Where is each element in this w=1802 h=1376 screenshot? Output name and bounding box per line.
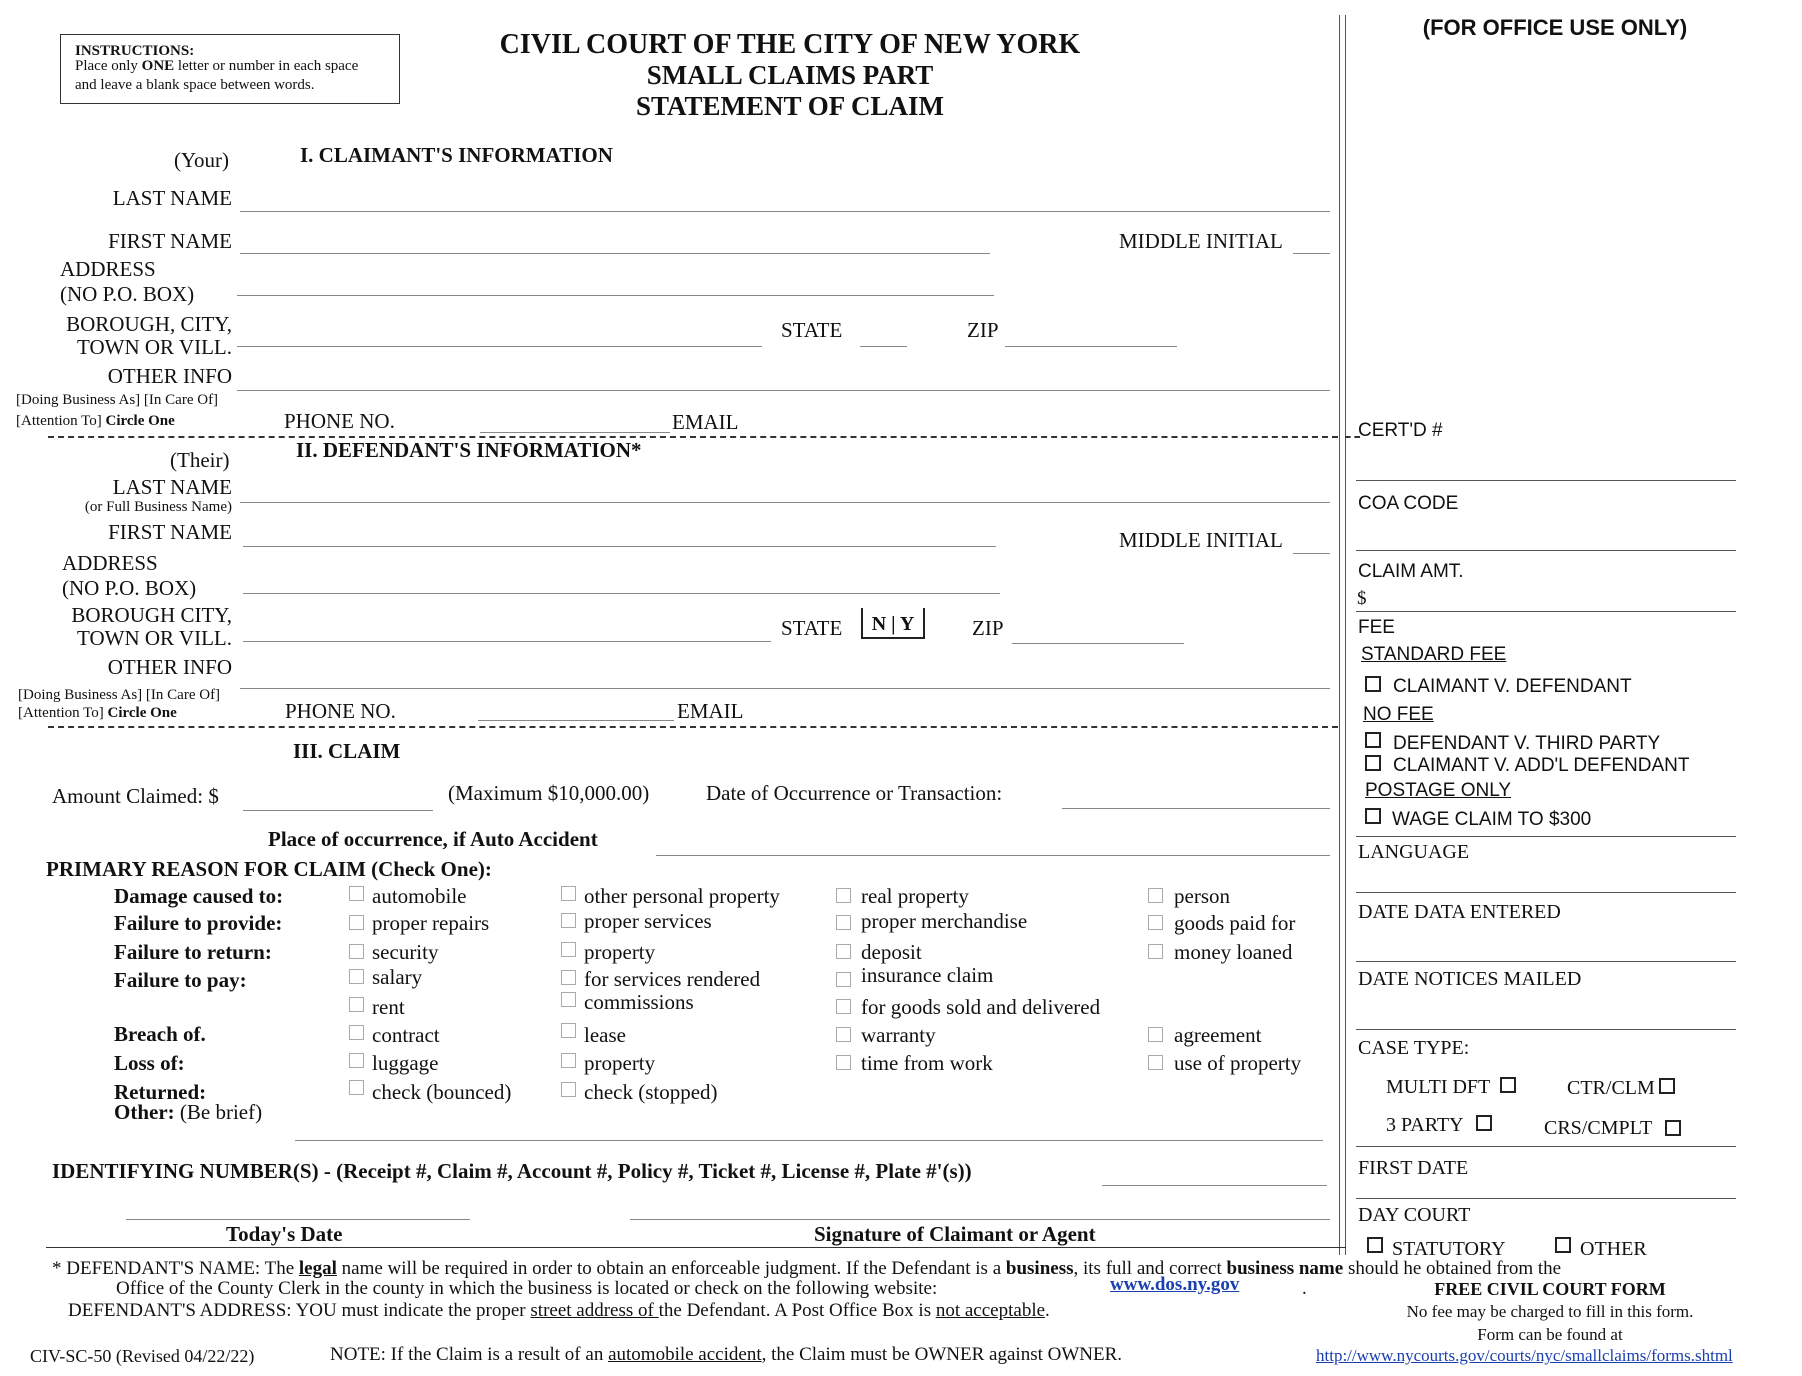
defendant-middle-initial-label: MIDDLE INITIAL — [1119, 528, 1283, 552]
defendant-zip-field[interactable] — [1012, 643, 1184, 644]
option-proper-repairs: proper repairs — [372, 911, 490, 935]
instructions-box — [60, 34, 400, 104]
checkbox-goods-sold[interactable] — [836, 999, 851, 1014]
checkbox-deposit[interactable] — [836, 944, 851, 959]
identifying-numbers-label: IDENTIFYING NUMBER(S) - (Receipt #, Claim #, Account #, Policy #, Ticket #, License #, Plate #'(s)) — [52, 1159, 972, 1183]
checkbox-luggage[interactable] — [349, 1053, 364, 1068]
option-person: person — [1174, 884, 1230, 908]
free-form-label: FREE CIVIL COURT FORM — [1434, 1279, 1666, 1299]
instructions-title: INSTRUCTIONS: — [75, 43, 195, 59]
place-auto-field[interactable] — [656, 855, 1330, 856]
option-commissions: commissions — [584, 990, 694, 1014]
checkbox-person[interactable] — [1148, 888, 1163, 903]
option-proper-services: proper services — [584, 909, 712, 933]
defendant-state-value: N | Y — [871, 613, 915, 635]
option-goods-paid-for: goods paid for — [1174, 911, 1296, 935]
fee-label: FEE — [1358, 617, 1395, 638]
checkbox-check-bounced[interactable] — [349, 1080, 364, 1095]
checkbox-goods-paid-for[interactable] — [1148, 915, 1163, 930]
instructions-line1: Place only ONE letter or number in each space — [75, 58, 359, 74]
checkbox-insurance-claim[interactable] — [836, 972, 851, 987]
date-notices-mailed-label: DATE NOTICES MAILED — [1358, 968, 1582, 990]
defendant-email-label: EMAIL — [677, 699, 744, 723]
claimant-zip-label: ZIP — [967, 318, 999, 342]
checkbox-time-from-work[interactable] — [836, 1055, 851, 1070]
no-fee-fill-label: No fee may be charged to fill in this form. — [1406, 1302, 1694, 1321]
other-brief-field[interactable] — [295, 1140, 1323, 1141]
claim-amt-label: CLAIM AMT. — [1358, 561, 1464, 582]
claimant-middle-initial-label: MIDDLE INITIAL — [1119, 229, 1283, 253]
claimant-email-label: EMAIL — [672, 410, 739, 434]
footer-period: . — [1302, 1278, 1307, 1299]
claimant-dba-note: [Doing Business As] [In Care Of] — [16, 392, 219, 408]
claimant-address-label: ADDRESS — [60, 257, 156, 281]
office-use-title: (FOR OFFICE USE ONLY) — [1422, 15, 1688, 40]
certd-label: CERT'D # — [1358, 420, 1443, 441]
defendant-phone-field[interactable] — [478, 720, 674, 721]
signature-label: Signature of Claimant or Agent — [814, 1222, 1096, 1246]
option-lease: lease — [584, 1023, 626, 1047]
checkbox-proper-merchandise[interactable] — [836, 915, 851, 930]
option-salary: salary — [372, 965, 423, 989]
reason-other-label: Other: (Be brief) — [114, 1100, 263, 1124]
defendant-full-business-name: (or Full Business Name) — [84, 499, 232, 515]
defendant-borough-label-2: TOWN OR VILL. — [77, 626, 232, 650]
checkbox-other-day-court[interactable] — [1555, 1237, 1571, 1253]
checkbox-agreement[interactable] — [1148, 1027, 1163, 1042]
claimant-address-field[interactable] — [237, 295, 994, 296]
language-field[interactable] — [1356, 892, 1736, 893]
checkbox-security[interactable] — [349, 944, 364, 959]
checkbox-services-rendered[interactable] — [561, 970, 576, 985]
signature-field[interactable] — [630, 1219, 1330, 1220]
option-use-of-property: use of property — [1174, 1051, 1302, 1075]
option-property-return: property — [584, 940, 656, 964]
option-money-loaned: money loaned — [1174, 940, 1293, 964]
your-label: (Your) — [174, 148, 230, 172]
claimant-borough-field[interactable] — [237, 346, 762, 347]
claimant-v-defendant-label: CLAIMANT V. DEFENDANT — [1393, 676, 1632, 697]
checkbox-contract[interactable] — [349, 1025, 364, 1040]
claimant-v-addl-defendant-label: CLAIMANT V. ADD'L DEFENDANT — [1393, 755, 1690, 776]
claimant-borough-label-1: BOROUGH, CITY, — [66, 312, 232, 336]
three-party-label: 3 PARTY — [1386, 1114, 1464, 1136]
defendant-no-po-box: (NO P.O. BOX) — [62, 576, 197, 600]
form-id: CIV-SC-50 (Revised 04/22/22) — [30, 1346, 255, 1366]
multi-dft-label: MULTI DFT — [1386, 1076, 1491, 1098]
defendant-other-info-field[interactable] — [240, 688, 1330, 689]
date-occurrence-field[interactable] — [1062, 808, 1330, 809]
option-goods-sold: for goods sold and delivered — [861, 995, 1101, 1019]
checkbox-proper-services[interactable] — [561, 913, 576, 928]
defendant-state-box[interactable] — [861, 608, 925, 639]
certd-field[interactable] — [1356, 480, 1736, 481]
primary-reason-title: PRIMARY REASON FOR CLAIM (Check One): — [46, 857, 492, 881]
option-automobile: automobile — [372, 884, 467, 908]
reason-return-label: Failure to return: — [114, 940, 272, 964]
claimant-no-po-box: (NO P.O. BOX) — [60, 282, 195, 306]
no-fee-label: NO FEE — [1363, 704, 1434, 725]
defendant-last-name-field[interactable] — [240, 502, 1330, 503]
defendant-section-title: II. DEFENDANT'S INFORMATION* — [296, 438, 642, 462]
todays-date-label: Today's Date — [226, 1222, 343, 1246]
option-contract: contract — [372, 1023, 440, 1047]
statutory-label: STATUTORY — [1392, 1238, 1506, 1260]
option-luggage: luggage — [372, 1051, 439, 1075]
claimant-borough-label-2: TOWN OR VILL. — [77, 335, 232, 359]
option-insurance-claim: insurance claim — [861, 963, 994, 987]
first-date-field[interactable] — [1356, 1198, 1736, 1199]
fee-divider — [1356, 836, 1736, 837]
claimant-first-name-field[interactable] — [240, 253, 990, 254]
defendant-v-third-party-label: DEFENDANT V. THIRD PARTY — [1393, 733, 1661, 754]
court-title: CIVIL COURT OF THE CITY OF NEW YORK — [499, 29, 1081, 60]
defendant-zip-label: ZIP — [972, 616, 1004, 640]
coa-code-label: COA CODE — [1358, 493, 1459, 514]
section-divider-2 — [48, 726, 1338, 728]
checkbox-three-party[interactable] — [1476, 1115, 1492, 1131]
defendant-middle-initial-field[interactable] — [1293, 553, 1330, 554]
checkbox-property-return[interactable] — [561, 942, 576, 957]
claimant-section-title: I. CLAIMANT'S INFORMATION — [300, 143, 613, 167]
option-warranty: warranty — [861, 1023, 936, 1047]
crs-cmplt-label: CRS/CMPLT — [1544, 1117, 1653, 1139]
checkbox-salary[interactable] — [349, 969, 364, 984]
date-data-entered-field[interactable] — [1356, 961, 1736, 962]
case-type-label: CASE TYPE: — [1358, 1037, 1470, 1059]
claimant-middle-initial-field[interactable] — [1293, 253, 1330, 254]
vertical-divider-2 — [1345, 15, 1346, 1255]
language-label: LANGUAGE — [1358, 841, 1470, 863]
option-real-property: real property — [861, 884, 969, 908]
automobile-note: NOTE: If the Claim is a result of an automobile accident, the Claim must be OWNER against OWNER. — [330, 1344, 1123, 1365]
date-data-entered-label: DATE DATA ENTERED — [1358, 901, 1561, 923]
defendant-address-field[interactable] — [243, 593, 1000, 594]
footer-rule — [46, 1247, 1346, 1248]
identifying-numbers-field[interactable] — [1102, 1185, 1327, 1186]
section-divider-1 — [48, 436, 1338, 438]
claimant-state-label: STATE — [781, 318, 843, 342]
checkbox-use-of-property[interactable] — [1148, 1055, 1163, 1070]
option-check-bounced: check (bounced) — [372, 1080, 512, 1104]
defendant-name-note-line2: Office of the County Clerk in the county in which the business is located or check on the following website: — [116, 1278, 938, 1299]
claimant-phone-field[interactable] — [480, 432, 670, 433]
date-notices-mailed-field[interactable] — [1356, 1029, 1736, 1030]
claimant-phone-label: PHONE NO. — [284, 409, 395, 433]
standard-fee-label: STANDARD FEE — [1361, 644, 1507, 665]
checkbox-ctr-clm[interactable] — [1659, 1078, 1675, 1094]
claimant-attention-note: [Attention To] Circle One — [16, 413, 175, 429]
checkbox-check-stopped[interactable] — [561, 1082, 576, 1097]
option-agreement: agreement — [1174, 1023, 1262, 1047]
claimant-last-name-field[interactable] — [240, 211, 1330, 212]
checkbox-proper-repairs[interactable] — [349, 915, 364, 930]
checkbox-other-personal-property[interactable] — [561, 886, 576, 901]
option-services-rendered: for services rendered — [584, 967, 761, 991]
option-check-stopped: check (stopped) — [584, 1080, 718, 1104]
defendant-address-label: ADDRESS — [62, 551, 158, 575]
amount-claimed-label: Amount Claimed: $ — [52, 784, 219, 808]
small-claims-title: SMALL CLAIMS PART — [646, 60, 934, 90]
vertical-divider — [1339, 15, 1340, 1255]
reason-damage-label: Damage caused to: — [114, 884, 284, 908]
defendant-name-note-line1: * DEFENDANT'S NAME: The legal name will be required in order to obtain an enforceable judgment. If the Defendant is a business, its full and correct business name should he obtained from the — [52, 1258, 1562, 1279]
defendant-borough-label-1: BOROUGH CITY, — [71, 603, 232, 627]
defendant-first-name-field[interactable] — [243, 546, 996, 547]
amount-claimed-field[interactable] — [243, 810, 433, 811]
date-occurrence-label: Date of Occurrence or Transaction: — [706, 781, 1003, 805]
option-rent: rent — [372, 995, 405, 1019]
claimant-zip-field[interactable] — [1005, 346, 1177, 347]
coa-code-field[interactable] — [1356, 550, 1736, 551]
forms-url-link[interactable]: http://www.nycourts.gov/courts/nyc/smallclaims/forms.shtml — [1316, 1346, 1733, 1365]
defendant-attention-note: [Attention To] Circle One — [18, 705, 177, 721]
checkbox-automobile[interactable] — [349, 886, 364, 901]
option-property-loss: property — [584, 1051, 656, 1075]
maximum-note: (Maximum $10,000.00) — [448, 781, 650, 805]
defendant-last-name-label: LAST NAME — [112, 475, 232, 499]
first-date-label: FIRST DATE — [1358, 1157, 1469, 1179]
checkbox-claimant-v-addl-defendant[interactable] — [1365, 755, 1381, 771]
option-proper-merchandise: proper merchandise — [861, 909, 1028, 933]
claimant-first-name-label: FIRST NAME — [108, 229, 232, 253]
reason-returned-label: Returned: — [114, 1080, 207, 1104]
postage-only-label: POSTAGE ONLY — [1365, 780, 1512, 801]
checkbox-claimant-v-defendant[interactable] — [1365, 676, 1381, 692]
claimant-other-info-label: OTHER INFO — [107, 364, 232, 388]
checkbox-rent[interactable] — [349, 997, 364, 1012]
checkbox-commissions[interactable] — [561, 992, 576, 1007]
checkbox-crs-cmplt[interactable] — [1665, 1120, 1681, 1136]
claimant-state-field[interactable] — [860, 346, 907, 347]
claimant-last-name-label: LAST NAME — [112, 186, 232, 210]
case-type-divider — [1356, 1146, 1736, 1147]
dos-website-link[interactable]: www.dos.ny.gov — [1110, 1274, 1240, 1295]
place-auto-label: Place of occurrence, if Auto Accident — [268, 827, 598, 851]
defendant-other-info-label: OTHER INFO — [107, 655, 232, 679]
option-time-from-work: time from work — [861, 1051, 993, 1075]
statement-title: STATEMENT OF CLAIM — [635, 91, 945, 121]
checkbox-property-loss[interactable] — [561, 1053, 576, 1068]
their-label: (Their) — [170, 448, 230, 472]
wage-claim-label: WAGE CLAIM TO $300 — [1392, 809, 1592, 830]
todays-date-field[interactable] — [126, 1219, 470, 1220]
instructions-line2: and leave a blank space between words. — [75, 77, 315, 93]
option-security: security — [372, 940, 439, 964]
checkbox-money-loaned[interactable] — [1148, 944, 1163, 959]
checkbox-real-property[interactable] — [836, 888, 851, 903]
reason-loss-label: Loss of: — [114, 1051, 185, 1075]
option-other-personal-property: other personal property — [584, 884, 780, 908]
claim-amt-dollar: $ — [1357, 588, 1367, 609]
ctr-clm-label: CTR/CLM — [1567, 1077, 1655, 1099]
reason-breach-label: Breach of. — [114, 1022, 206, 1046]
option-deposit: deposit — [861, 940, 922, 964]
checkbox-wage-claim[interactable] — [1365, 808, 1381, 824]
claim-section-title: III. CLAIM — [293, 739, 401, 763]
claim-amt-field[interactable] — [1356, 611, 1736, 612]
checkbox-lease[interactable] — [561, 1023, 576, 1038]
defendant-dba-note: [Doing Business As] [In Care Of] — [18, 687, 221, 703]
claimant-other-info-field[interactable] — [237, 390, 1330, 391]
checkbox-defendant-v-third-party[interactable] — [1365, 732, 1381, 748]
day-court-label: DAY COURT — [1358, 1204, 1471, 1226]
form-found-label: Form can be found at — [1477, 1325, 1623, 1344]
defendant-address-note: DEFENDANT'S ADDRESS: YOU must indicate the proper street address of the Defendant. A Post Office Box is not acceptable. — [68, 1300, 1050, 1321]
other-day-court-label: OTHER — [1580, 1238, 1647, 1260]
defendant-state-label: STATE — [781, 616, 843, 640]
checkbox-statutory[interactable] — [1367, 1237, 1383, 1253]
defendant-borough-field[interactable] — [243, 641, 771, 642]
checkbox-multi-dft[interactable] — [1500, 1077, 1516, 1093]
defendant-first-name-label: FIRST NAME — [108, 520, 232, 544]
reason-provide-label: Failure to provide: — [114, 911, 283, 935]
checkbox-warranty[interactable] — [836, 1027, 851, 1042]
defendant-phone-label: PHONE NO. — [285, 699, 396, 723]
reason-pay-label: Failure to pay: — [114, 968, 247, 992]
